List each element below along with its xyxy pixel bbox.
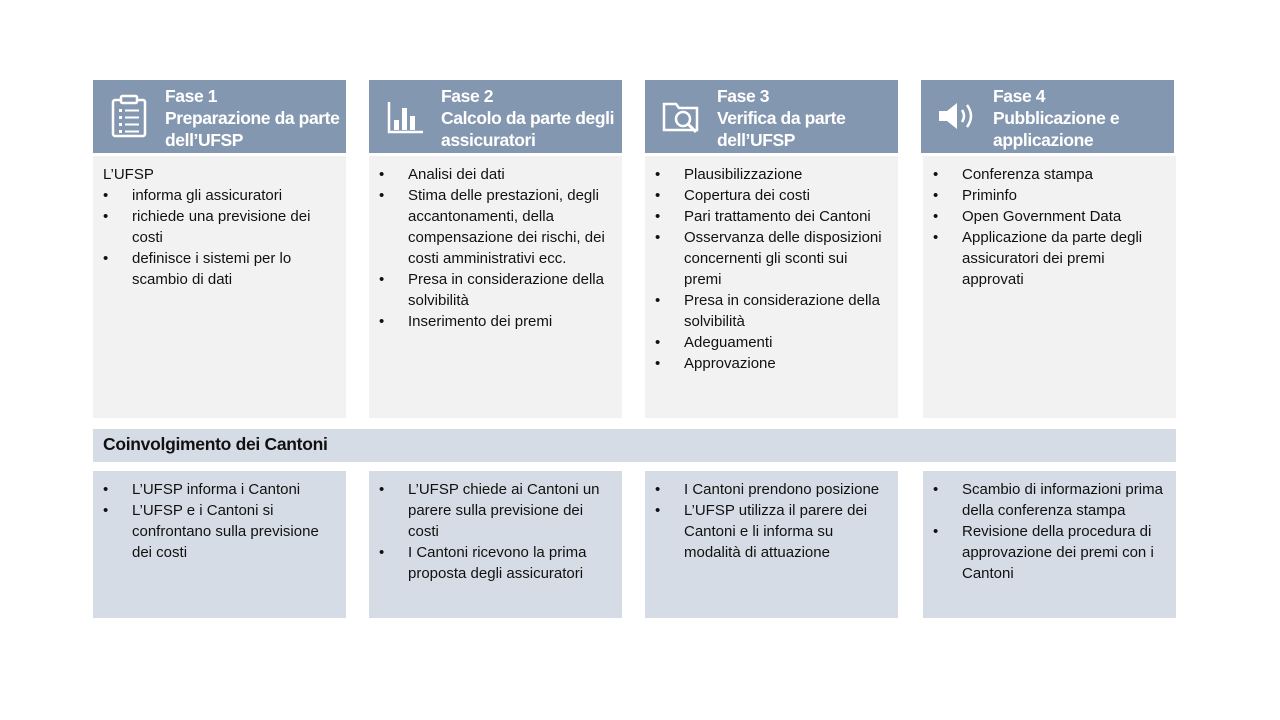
list-item: • Open Government Data (933, 206, 1166, 227)
phase-4-title: Fase 4 Pubblicazione e applicazione (993, 86, 1120, 150)
list-item: • richiede una previsione dei costi (103, 206, 336, 248)
cantons-band (93, 429, 1176, 462)
phase-3-body (645, 156, 898, 418)
phase-1-cantons-list (103, 479, 336, 563)
clipboard-icon (107, 94, 151, 138)
folder-search-icon (659, 94, 703, 138)
phase-1-title: Fase 1 Preparazione da parte dell’UFSP (165, 86, 340, 150)
phase-1-header (93, 80, 346, 153)
list-item: • Plausibilizzazione (655, 164, 888, 185)
phase-1-intro: L’UFSP (103, 166, 154, 183)
phase-2-cantons (369, 471, 622, 618)
cantons-band-label: Coinvolgimento dei Cantoni (103, 434, 328, 454)
phase-3-list (655, 164, 888, 374)
phase-4-body (923, 156, 1176, 418)
phase-1-body (93, 156, 346, 418)
phase-1-cantons (93, 471, 346, 618)
phase-2-title: Fase 2 Calcolo da parte degli assicuratori (441, 86, 615, 150)
list-item: • Presa in considerazione della solvibilità (379, 269, 612, 311)
list-item: • Conferenza stampa (933, 164, 1166, 185)
list-item: • L’UFSP chiede ai Cantoni un parere sulla previsione dei costi (379, 479, 612, 542)
list-item: • Copertura dei costi (655, 185, 888, 206)
phase-3-title: Fase 3 Verifica da parte dell’UFSP (717, 86, 846, 150)
list-item: • Presa in considerazione della solvibilità (655, 290, 888, 332)
bar-chart-icon (383, 94, 427, 138)
phase-3-header (645, 80, 898, 153)
list-item: • L’UFSP informa i Cantoni (103, 479, 336, 500)
list-item: • Priminfo (933, 185, 1166, 206)
phase-3-cantons (645, 471, 898, 618)
phase-3-cantons-list (655, 479, 888, 563)
list-item: • Adeguamenti (655, 332, 888, 353)
phase-4-cantons-list (933, 479, 1166, 584)
list-item: • definisce i sistemi per lo scambio di dati (103, 248, 336, 290)
list-item: • I Cantoni ricevono la prima proposta degli assicuratori (379, 542, 612, 584)
phase-2-cantons-list (379, 479, 612, 584)
phase-4-cantons (923, 471, 1176, 618)
phase-2-list (379, 164, 612, 332)
phase-2-header (369, 80, 622, 153)
list-item: • Revisione della procedura di approvazione dei premi con i Cantoni (933, 521, 1166, 584)
list-item: • Approvazione (655, 353, 888, 374)
list-item: • Analisi dei dati (379, 164, 612, 185)
list-item: • Stima delle prestazioni, degli accantonamenti, della compensazione dei rischi, dei costi amministrativi ecc. (379, 185, 612, 269)
list-item: • L’UFSP utilizza il parere dei Cantoni e li informa su modalità di attuazione (655, 500, 888, 563)
phase-1-list (103, 185, 336, 290)
phase-2-body (369, 156, 622, 418)
phase-4-header (921, 80, 1174, 153)
list-item: • I Cantoni prendono posizione (655, 479, 888, 500)
phase-4-list (933, 164, 1166, 290)
list-item: • Pari trattamento dei Cantoni (655, 206, 888, 227)
list-item: • Osservanza delle disposizioni concernenti gli sconti sui premi (655, 227, 888, 290)
list-item: • informa gli assicuratori (103, 185, 336, 206)
speaker-icon (935, 94, 979, 138)
list-item: • Scambio di informazioni prima della conferenza stampa (933, 479, 1166, 521)
list-item: • Inserimento dei premi (379, 311, 612, 332)
list-item: • L’UFSP e i Cantoni si confrontano sulla previsione dei costi (103, 500, 336, 563)
list-item: • Applicazione da parte degli assicuratori dei premi approvati (933, 227, 1166, 290)
